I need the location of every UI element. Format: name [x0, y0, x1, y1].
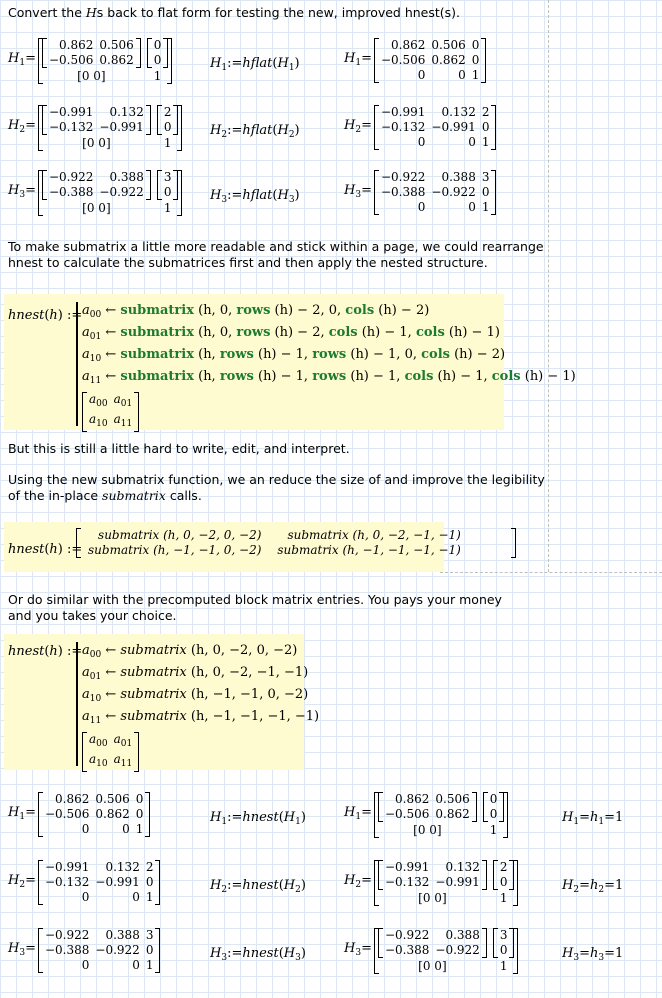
prog3-line-0: $a_{00}$ ← submatrix (h, 0, −2, 0, −2): [82, 643, 298, 660]
nested-H1-matrix-2-translation-cells: 0 0: [489, 792, 498, 821]
prog1-line-1: $a_{01}$ ← submatrix (h, 0, rows (h) − 2, cols (h) − 1, cols (h) − 1): [82, 325, 500, 342]
nested-H3-matrix-rotation: [42, 170, 151, 200]
paragraph-2: But this is still a little hard to write, edit, and interpret.: [8, 441, 350, 456]
paragraph-4: Or do similar with the precomputed block matrix entries. You pays your money and you takes your choice.: [8, 592, 502, 623]
flat-H3-matrix-2: [38, 928, 160, 973]
flat-H3-matrix-cells: −0.922 0.388 3 −0.388 −0.922 0 0 0 1: [380, 170, 490, 214]
nested-H3-result: [8, 170, 182, 216]
def-lhs-3: hnest(h) :=: [8, 644, 83, 659]
nested-H2-matrix-2-translation-cells: 2 0: [499, 860, 508, 889]
H3-label-2: $H_3=$: [8, 940, 36, 958]
nested-H2-matrix-2-bottom-row: [0 0]: [418, 891, 447, 905]
nested-H1-matrix-rotation-cells: 0.862 0.506 −0.506 0.862: [48, 38, 134, 67]
nested-H1-result: [8, 38, 172, 84]
nested-H1-matrix-translation-cells: 0 0: [153, 38, 162, 67]
nested-H2-matrix-bottom-row: [0 0]: [82, 136, 111, 150]
flat-H3-matrix: [374, 170, 496, 215]
nested-H1-matrix-2: [374, 792, 508, 838]
nested-H3-matrix-2-translation: [493, 928, 515, 958]
flat-H2-result-2: [8, 860, 160, 905]
nested-H2-matrix-rotation-cells: −0.991 0.132 −0.132 −0.991: [48, 105, 144, 134]
program-block-1: [76, 302, 576, 429]
nested-H2-matrix: [38, 105, 182, 151]
def-lhs-1: hnest(h) :=: [8, 308, 83, 323]
flat-H3-label: $H_3=$: [344, 182, 372, 200]
flat-H2-matrix: [374, 105, 496, 150]
nested-H2-result-2: [344, 860, 518, 906]
intro-text: Convert the: [8, 5, 86, 20]
nested-H2-matrix-translation-cells: 2 0: [163, 105, 172, 134]
para3-part-b: submatrix: [102, 488, 166, 503]
hnest-definition-3[interactable]: [4, 634, 320, 770]
nested-H2-matrix-2-rotation: [378, 860, 487, 890]
flat-H2-matrix-2: [38, 860, 160, 905]
flat-H1-result: [344, 38, 486, 83]
nested-H1-matrix-2-translation: [483, 792, 505, 822]
nested-H1-matrix-translation: [147, 38, 169, 68]
nested-H2-matrix-rotation: [42, 105, 151, 135]
hnest-definition-2[interactable]: [4, 522, 461, 572]
nested-H3-matrix-rotation-cells: −0.922 0.388 −0.388 −0.922: [48, 170, 144, 199]
nested-H3-matrix-one: 1: [163, 201, 172, 215]
nested-H3-matrix-2: [374, 928, 518, 974]
prog1-line-2: $a_{10}$ ← submatrix (h, rows (h) − 1, rows (h) − 1, 0, cols (h) − 2): [82, 347, 506, 364]
H2-label: $H_2=$: [8, 118, 36, 135]
submatrix-block-matrix: [76, 528, 516, 558]
def2-cell-0-1: submatrix (h, 0, −2, −1, −1): [287, 528, 461, 542]
nested-H3-matrix-2-bottom-row: [0 0]: [418, 959, 447, 973]
nested-H1-matrix-2-rotation-cells: 0.862 0.506 −0.506 0.862: [384, 792, 470, 821]
nested-H3-matrix-translation-cells: 3 0: [163, 170, 172, 199]
nested-H2-matrix-one: 1: [163, 136, 172, 150]
paragraph-1: To make submatrix a little more readable and stick within a page, we could rearrange hnest to calculate the submatrices first and then apply the nested structure.: [8, 239, 544, 270]
flat-H2-matrix-2-cells: −0.991 0.132 2 −0.132 −0.991 0 0 0 1: [44, 860, 154, 904]
nested-H1-result-2: [344, 792, 508, 838]
nested-H2-matrix-2-translation: [493, 860, 515, 890]
H3-label: $H_3=$: [8, 183, 36, 200]
hflat-assign-H1[interactable]: $H_1:=hflat(H_1)$: [210, 56, 300, 73]
flat-H1-result-2: [8, 792, 150, 837]
prog1-line-3: $a_{11}$ ← submatrix (h, rows (h) − 1, rows (h) − 1, cols (h) − 1, cols (h) − 1): [82, 369, 576, 386]
nested-H1-label-2: $H_1=$: [344, 805, 372, 822]
block-matrix-1: $a_{00}$ $a_{01}$ $a_{10}$ $a_{11}$: [82, 392, 139, 432]
intro-line: [8, 5, 460, 21]
def2-cell-1-0: submatrix (h, −1, −1, 0, −2): [88, 543, 262, 557]
def2-cell-0-0: submatrix (h, 0, −2, 0, −2): [98, 528, 262, 542]
nested-H2-matrix-2: [374, 860, 518, 906]
nested-H3-matrix-2-one: 1: [499, 959, 508, 973]
hnest-assign-H1[interactable]: $H_1:=hnest(H_1)$: [210, 810, 306, 827]
check-H3: $H_3=h_3=1$: [562, 946, 624, 963]
flat-H2-label: $H_2=$: [344, 117, 372, 135]
page-break-line: [440, 572, 662, 573]
nested-H3-matrix-bottom-row: [0 0]: [82, 201, 111, 215]
hnest-assign-H2[interactable]: $H_2:=hnest(H_2)$: [210, 878, 306, 895]
flat-H1-matrix-2: [38, 792, 150, 837]
nested-H1-matrix-2-rotation: [378, 792, 477, 822]
nested-H1-matrix: [38, 38, 172, 84]
nested-H3-matrix-2-translation-cells: 3 0: [499, 928, 508, 957]
nested-H1-matrix-2-bottom-row: [0 0]: [413, 823, 442, 837]
nested-H2-matrix-2-rotation-cells: −0.991 0.132 −0.132 −0.991: [384, 860, 480, 889]
flat-H2-result: [344, 105, 496, 150]
nested-H3-label-2: $H_3=$: [344, 941, 372, 958]
submatrix-calls-table: [80, 528, 469, 558]
flat-H1-matrix: [374, 38, 486, 83]
hnest-definition-1[interactable]: [4, 294, 576, 430]
nested-H1-matrix-one: 1: [153, 69, 162, 83]
flat-H3-result: [344, 170, 496, 215]
prog1-line-0: $a_{00}$ ← submatrix (h, 0, rows (h) − 2, 0, cols (h) − 2): [82, 303, 430, 320]
paragraph-3: [8, 472, 548, 504]
para3-part-c: calls.: [165, 488, 202, 503]
intro-var: H: [85, 5, 97, 20]
nested-H3-result-2: [344, 928, 518, 974]
nested-H1-matrix-bottom-row: [0 0]: [77, 69, 106, 83]
prog3-line-2: $a_{10}$ ← submatrix (h, −1, −1, 0, −2): [82, 687, 309, 704]
hflat-assign-H3[interactable]: $H_3:=hflat(H_3)$: [210, 188, 300, 205]
prog3-line-1: $a_{01}$ ← submatrix (h, 0, −2, −1, −1): [82, 665, 309, 682]
flat-H2-matrix-cells: −0.991 0.132 2 −0.132 −0.991 0 0 0 1: [380, 105, 490, 149]
flat-H1-matrix-2-cells: 0.862 0.506 0 −0.506 0.862 0 0 0 1: [44, 792, 144, 836]
nested-H3-matrix-2-rotation: [378, 928, 487, 958]
check-H1: $H_1=h_1=1$: [562, 810, 624, 827]
H1-label-2: $H_1=$: [8, 804, 36, 822]
margin-line: [548, 0, 549, 572]
nested-H3-matrix: [38, 170, 182, 216]
nested-H2-label-2: $H_2=$: [344, 873, 372, 890]
def2-cell-1-1: submatrix (h, −1, −1, −1, −1): [277, 543, 461, 557]
nested-H2-matrix-translation: [157, 105, 179, 135]
flat-H3-matrix-2-cells: −0.922 0.388 3 −0.388 −0.922 0 0 0 1: [44, 928, 154, 972]
nested-H2-result: [8, 105, 182, 151]
intro-text-2: s back to flat form for testing the new, improved hnest(s).: [96, 5, 461, 20]
H2-label-2: $H_2=$: [8, 872, 36, 890]
check-H2: $H_2=h_2=1$: [562, 878, 624, 895]
nested-H3-matrix-2-rotation-cells: −0.922 0.388 −0.388 −0.922: [384, 928, 480, 957]
hnest-assign-H3[interactable]: $H_3:=hnest(H_3)$: [210, 946, 306, 963]
prog3-line-3: $a_{11}$ ← submatrix (h, −1, −1, −1, −1): [82, 709, 320, 726]
def-lhs-2: hnest(h) :=: [8, 542, 83, 557]
nested-H1-matrix-2-one: 1: [489, 823, 498, 837]
flat-H3-result-2: [8, 928, 160, 973]
nested-H3-matrix-translation: [157, 170, 179, 200]
flat-H1-label: $H_1=$: [344, 50, 372, 68]
block-matrix-3: $a_{00}$ $a_{01}$ $a_{10}$ $a_{11}$: [82, 732, 139, 772]
program-block-3: [76, 642, 320, 769]
flat-H1-matrix-cells: 0.862 0.506 0 −0.506 0.862 0 0 0 1: [380, 38, 480, 82]
para3-part-a: Using the new submatrix function, we an reduce the size of and improve the legibility of the in-place: [8, 472, 545, 503]
hflat-assign-H2[interactable]: $H_2:=hflat(H_2)$: [210, 123, 300, 140]
nested-H1-matrix-rotation: [42, 38, 141, 68]
nested-H2-matrix-2-one: 1: [499, 891, 508, 905]
H1-label: $H_1=$: [8, 51, 36, 68]
